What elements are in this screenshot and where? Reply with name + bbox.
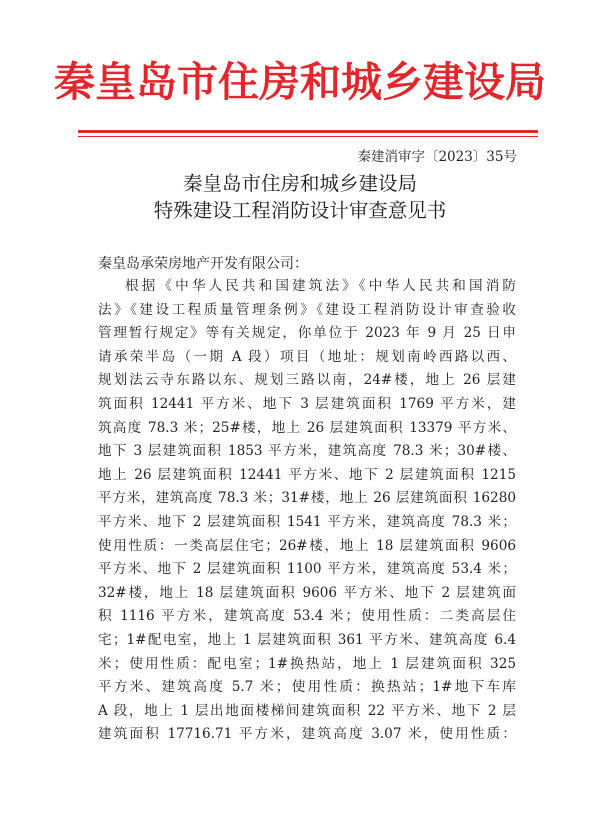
body-line: 平方米、地下 2 层建筑面积 1541 平方米，建筑高度 78.3 米； xyxy=(98,513,516,530)
salutation: 秦皇岛承荣房地产开发有限公司： xyxy=(98,256,308,272)
document-number: 秦建消审字〔2023〕35号 xyxy=(357,149,517,165)
body-line: 宅；1#配电室，地上 1 层建筑面积 361 平方米、建筑高度 6.4 xyxy=(98,631,516,648)
body-line: 米；使用性质：配电室；1#换热站，地上 1 层建筑面积 325 xyxy=(98,655,516,672)
letterhead-rule-thick xyxy=(78,130,538,133)
body-line: 使用性质：一类高层住宅；26#楼，地上 18 层建筑面积 9606 xyxy=(98,537,516,554)
body-paragraph xyxy=(98,275,516,747)
document-title-line-1: 秦皇岛市住房和城乡建设局 xyxy=(182,172,417,195)
body-line: 地上 26 层建筑面积 12441 平方米、地下 2 层建筑面积 1215 xyxy=(98,466,516,483)
body-line: 请承荣半岛（一期 A 段）项目（地址：规划南岭西路以西、 xyxy=(98,348,516,365)
body-line: 管理暂行规定》等有关规定，你单位于 2023 年 9 月 25 日申 xyxy=(98,325,516,342)
body-line: 32#楼，地上 18 层建筑面积 9606 平方米、地下 2 层建筑面 xyxy=(98,584,516,601)
body-line: 平方米，建筑高度 78.3 米；31#楼，地上 26 层建筑面积 16280 xyxy=(98,490,516,507)
letterhead-title: 秦皇岛市住房和城乡建设局 xyxy=(54,58,546,106)
body-line: 积 1116 平方米，建筑高度 53.4 米；使用性质：二类高层住 xyxy=(98,608,516,625)
body-line: 筑面积 12441 平方米、地下 3 层建筑面积 1769 平方米，建 xyxy=(98,395,516,412)
body-line: 平方米、建筑高度 5.7 米；使用性质：换热站；1#地下车库 xyxy=(98,679,516,696)
body-line: A 段，地上 1 层出地面楼梯间建筑面积 22 平方米、地下 2 层 xyxy=(98,702,516,719)
body-line: 建筑面积 17716.71 平方米，建筑高度 3.07 米，使用性质： xyxy=(98,726,516,743)
body-line: 地下 3 层建筑面积 1853 平方米，建筑高度 78.3 米；30#楼、 xyxy=(98,443,516,460)
body-line: 筑高度 78.3 米；25#楼，地上 26 层建筑面积 13379 平方米、 xyxy=(98,419,516,436)
letterhead-rule-thin xyxy=(78,136,538,137)
document-title-line-2: 特殊建设工程消防设计审查意见书 xyxy=(153,199,447,222)
body-line: 规划法云寺东路以东、规划三路以南，24#楼，地上 26 层建 xyxy=(98,372,516,389)
body-line: 法》《建设工程质量管理条例》《建设工程消防设计审查验收 xyxy=(98,301,516,318)
body-line: 根据《中华人民共和国建筑法》《中华人民共和国消防 xyxy=(125,278,516,294)
body-line: 平方米、地下 2 层建筑面积 1100 平方米，建筑高度 53.4 米； xyxy=(98,561,516,578)
